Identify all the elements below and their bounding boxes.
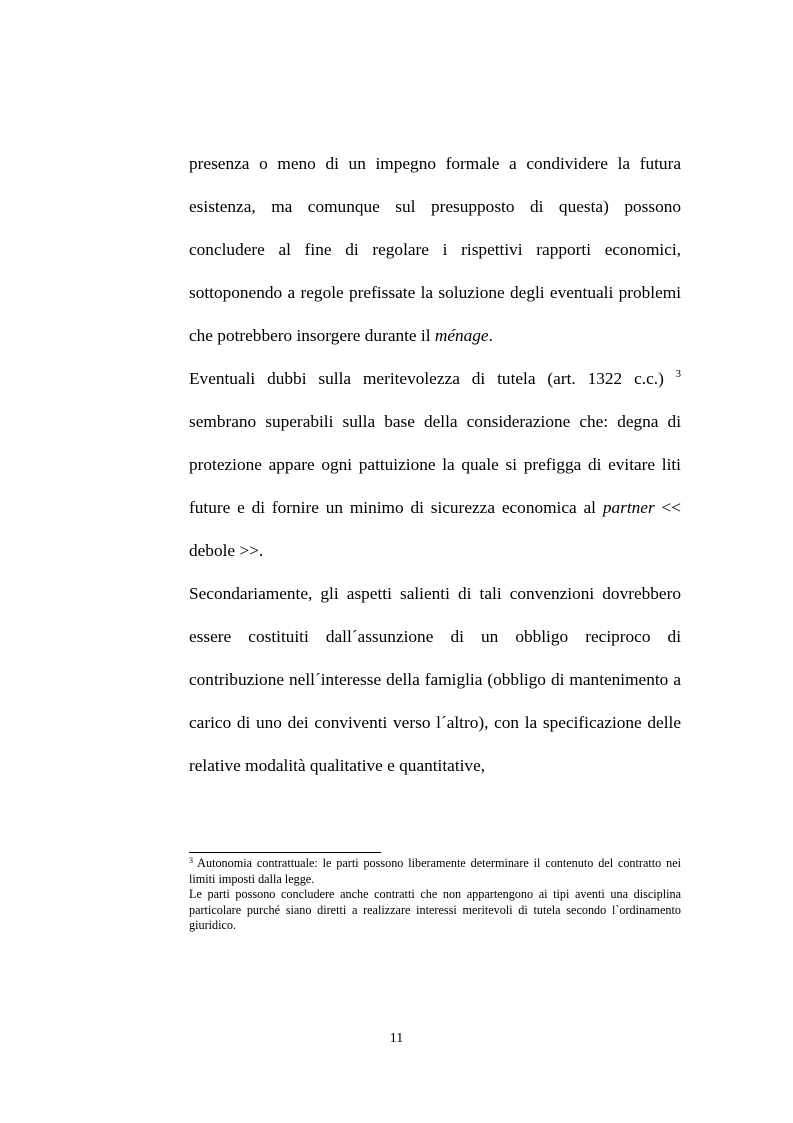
page-number: 11 [389,1031,404,1046]
paragraph-3-text: Secondariamente, gli aspetti salienti di tali convenzioni dovrebbero essere costituiti dall´assunzione di un obbligo reciproco di contribuzione nell´interesse della famiglia (obbligo di mantenimento a carico di uno dei conviventi verso l´altro), con la specificazione delle relative modalità qualitative e quantitative, [189,584,681,775]
footnote-separator [189,852,381,853]
footnote-3-line-2 [189,887,681,934]
paragraph-2-continuation: sembrano superabili sulla base della considerazione che: degna di protezione appare ogni pattuizione la quale si prefigga di evitare liti future e di fornire un minimo di sicurezza economica al [189,412,681,517]
paragraph-2-end: << debole >>. [189,498,681,560]
footnote-3-text-2: Le parti possono concludere anche contratti che non appartengono ai tipi aventi una disciplina particolare purché siano diretti a realizzare interessi meritevoli di tutela secondo l`ordinamento giuridico. [189,887,681,932]
footnotes [189,856,681,934]
paragraph-2-text: Eventuali dubbi sulla meritevolezza di tutela (art. 1322 c.c.) [189,369,676,388]
footnote-3-line-1 [189,856,681,887]
paragraph-2 [189,357,681,572]
body-text [189,142,681,787]
paragraph-3 [189,572,681,787]
paragraph-1 [189,142,681,357]
paragraph-1-emphasis: ménage [434,326,489,345]
paragraph-1-text: presenza o meno di un impegno formale a condividere la futura esistenza, ma comunque sul presupposto di questa) possono concludere al fine di regolare i rispettivi rapporti economici, sottoponendo a regole prefissate la soluzione degli eventuali problemi che potrebbero insorgere durante il [189,154,681,345]
footnote-3-text-1: Autonomia contrattuale: le parti possono liberamente determinare il contenuto del contratto nei limiti imposti dalla legge. [189,856,681,886]
footnote-mark: 3 [189,856,193,865]
paragraph-2-emphasis: partner [602,498,655,517]
paragraph-1-end: . [488,326,493,345]
footnote-reference: 3 [675,369,681,380]
